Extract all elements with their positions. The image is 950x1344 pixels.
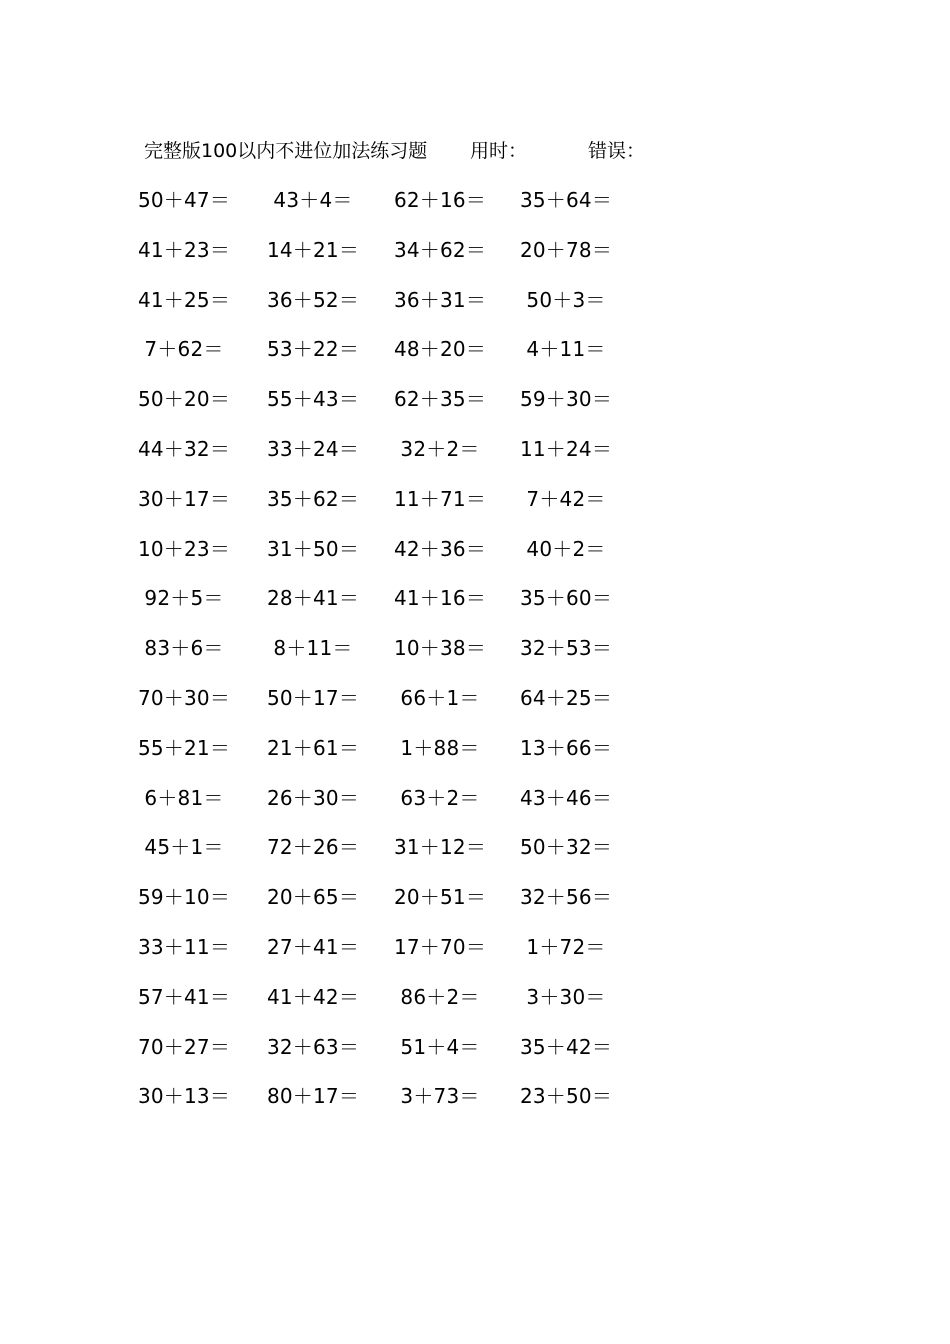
addition-problem: 41＋42＝ [266, 984, 360, 1009]
problem-row [0, 186, 950, 236]
addition-problem: 26＋30＝ [266, 785, 360, 810]
problem-row [0, 1082, 950, 1132]
problem-row [0, 286, 950, 336]
addition-problem: 40＋2＝ [526, 536, 606, 561]
addition-problem: 50＋32＝ [519, 835, 613, 860]
addition-problem: 7＋42＝ [526, 486, 606, 511]
addition-problem: 21＋61＝ [266, 735, 360, 760]
addition-problem: 83＋6＝ [144, 636, 224, 661]
addition-problem: 32＋56＝ [519, 885, 613, 910]
problem-row [0, 933, 950, 983]
addition-problem: 62＋35＝ [393, 387, 487, 412]
addition-problem: 14＋21＝ [266, 237, 360, 262]
addition-problem: 48＋20＝ [393, 337, 487, 362]
addition-problem: 70＋30＝ [137, 685, 231, 710]
addition-problem: 35＋62＝ [266, 486, 360, 511]
addition-problem: 62＋16＝ [393, 188, 487, 212]
problem-row [0, 734, 950, 784]
error-label: 错误： [588, 140, 646, 162]
addition-problem: 41＋25＝ [137, 287, 231, 312]
problem-row [0, 385, 950, 435]
addition-problem: 45＋1＝ [144, 835, 224, 860]
problem-row [0, 983, 950, 1033]
problem-row [0, 1033, 950, 1083]
addition-problem: 55＋43＝ [266, 387, 360, 412]
addition-problem: 17＋70＝ [393, 934, 487, 959]
worksheet-title: 完整版100以内不进位加法练习题 [144, 140, 428, 162]
problem-row [0, 435, 950, 485]
addition-problem: 3＋30＝ [526, 984, 606, 1009]
addition-problem: 20＋78＝ [519, 237, 613, 262]
addition-problem: 63＋2＝ [400, 785, 480, 810]
problem-row [0, 684, 950, 734]
addition-problem: 3＋73＝ [400, 1084, 480, 1109]
addition-problem: 11＋71＝ [393, 486, 487, 511]
addition-problem: 4＋11＝ [526, 337, 606, 362]
problem-row [0, 883, 950, 933]
addition-problem: 31＋12＝ [393, 835, 487, 860]
problem-row [0, 335, 950, 385]
addition-problem: 32＋53＝ [519, 636, 613, 661]
addition-problem: 1＋72＝ [526, 934, 606, 959]
addition-problem: 80＋17＝ [266, 1084, 360, 1109]
addition-problem: 32＋63＝ [266, 1034, 360, 1059]
problem-grid [0, 186, 950, 1132]
addition-problem: 43＋46＝ [519, 785, 613, 810]
addition-problem: 44＋32＝ [137, 436, 231, 461]
addition-problem: 28＋41＝ [266, 586, 360, 611]
addition-problem: 51＋4＝ [400, 1034, 480, 1059]
problem-row [0, 833, 950, 883]
addition-problem: 10＋38＝ [393, 636, 487, 661]
addition-problem: 59＋10＝ [137, 885, 231, 910]
addition-problem: 7＋62＝ [144, 337, 224, 362]
addition-problem: 41＋23＝ [137, 237, 231, 262]
problem-row [0, 584, 950, 634]
addition-problem: 23＋50＝ [519, 1084, 613, 1109]
addition-problem: 34＋62＝ [393, 237, 487, 262]
addition-problem: 59＋30＝ [519, 387, 613, 412]
addition-problem: 27＋41＝ [266, 934, 360, 959]
addition-problem: 43＋4＝ [273, 188, 353, 212]
addition-problem: 36＋31＝ [393, 287, 487, 312]
addition-problem: 35＋64＝ [519, 188, 613, 212]
addition-problem: 64＋25＝ [519, 685, 613, 710]
addition-problem: 50＋17＝ [266, 685, 360, 710]
addition-problem: 50＋3＝ [526, 287, 606, 312]
addition-problem: 92＋5＝ [144, 586, 224, 611]
addition-problem: 1＋88＝ [400, 735, 480, 760]
addition-problem: 57＋41＝ [137, 984, 231, 1009]
addition-problem: 50＋20＝ [137, 387, 231, 412]
addition-problem: 72＋26＝ [266, 835, 360, 860]
worksheet-header [0, 137, 950, 165]
addition-problem: 11＋24＝ [519, 436, 613, 461]
addition-problem: 6＋81＝ [144, 785, 224, 810]
addition-problem: 20＋65＝ [266, 885, 360, 910]
problem-row [0, 236, 950, 286]
addition-problem: 36＋52＝ [266, 287, 360, 312]
addition-problem: 50＋47＝ [137, 188, 231, 212]
addition-problem: 42＋36＝ [393, 536, 487, 561]
addition-problem: 32＋2＝ [400, 436, 480, 461]
addition-problem: 70＋27＝ [137, 1034, 231, 1059]
addition-problem: 55＋21＝ [137, 735, 231, 760]
problem-row [0, 784, 950, 834]
time-label: 用时： [470, 140, 528, 162]
addition-problem: 33＋24＝ [266, 436, 360, 461]
addition-problem: 10＋23＝ [137, 536, 231, 561]
addition-problem: 31＋50＝ [266, 536, 360, 561]
addition-problem: 66＋1＝ [400, 685, 480, 710]
problem-row [0, 634, 950, 684]
addition-problem: 41＋16＝ [393, 586, 487, 611]
addition-problem: 53＋22＝ [266, 337, 360, 362]
addition-problem: 33＋11＝ [137, 934, 231, 959]
problem-row [0, 485, 950, 535]
addition-problem: 20＋51＝ [393, 885, 487, 910]
addition-problem: 30＋17＝ [137, 486, 231, 511]
addition-problem: 13＋66＝ [519, 735, 613, 760]
addition-problem: 30＋13＝ [137, 1084, 231, 1109]
addition-problem: 86＋2＝ [400, 984, 480, 1009]
addition-problem: 8＋11＝ [273, 636, 353, 661]
addition-problem: 35＋42＝ [519, 1034, 613, 1059]
addition-problem: 35＋60＝ [519, 586, 613, 611]
problem-row [0, 535, 950, 585]
